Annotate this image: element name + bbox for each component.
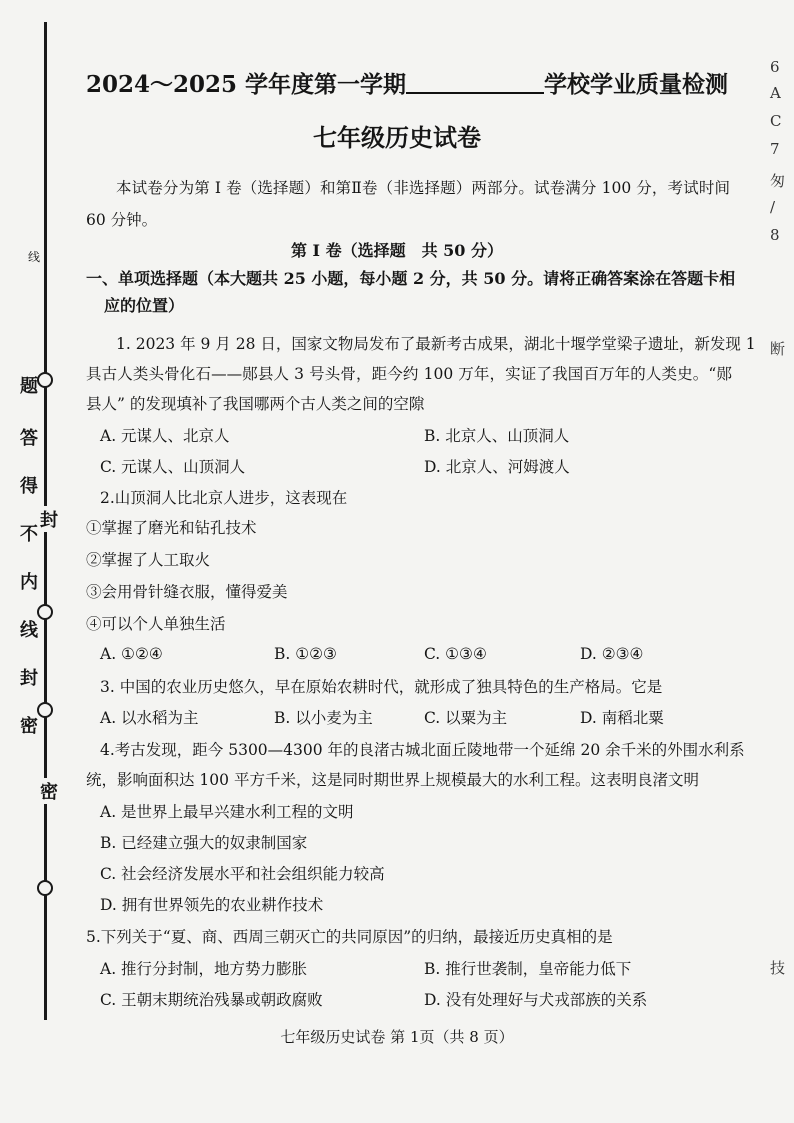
edge-mark: 断 (770, 340, 786, 358)
edge-mark: 6 (770, 58, 780, 76)
binding-seal-char: 密 (40, 778, 58, 804)
edge-mark: A (770, 84, 781, 102)
q3-option-c: C. 以粟为主 (424, 709, 508, 727)
binding-seal-char: 封 (40, 506, 58, 532)
exam-title-year: 2024～2025 学年度第一学期 (86, 71, 407, 98)
q2-statement: ③会用骨针缝衣服，懂得爱美 (86, 583, 288, 601)
q1-stem: 1. 2023 年 9 月 28 日，国家文物局发布了最新考古成果，湖北十堰学堂梁子遗址，新发现 1 (116, 335, 756, 353)
binding-char: 内 (20, 572, 38, 593)
q5-option-d: D. 没有处理好与犬戎部族的关系 (424, 991, 648, 1009)
q4-stem: 统，影响面积达 100 平方千米，这是同时期世界上规模最大的水利工程。这表明良渚文明 (86, 771, 699, 789)
binding-char: 得 (20, 476, 38, 497)
q2-stem: 2.山顶洞人比北京人进步，这表现在 (100, 489, 348, 507)
q3-option-a: A. 以水稻为主 (100, 709, 199, 727)
binding-hole (37, 880, 53, 896)
intro-line: 本试卷分为第 I 卷（选择题）和第Ⅱ卷（非选择题）两部分。试卷满分 100 分，考试时间 (116, 179, 730, 197)
section-instruction: 一、单项选择题（本大题共 25 小题，每小题 2 分，共 50 分。请将正确答案涂在答题卡相 (86, 269, 736, 288)
q2-option-d: D. ②③④ (580, 645, 644, 663)
q1-option-b: B. 北京人、山顶洞人 (424, 427, 570, 445)
q4-option-d: D. 拥有世界领先的农业耕作技术 (100, 896, 324, 914)
q2-statement: ①掌握了磨光和钻孔技术 (86, 519, 257, 537)
binding-hole (37, 372, 53, 388)
binding-char: 不 (20, 524, 38, 545)
q5-option-c: C. 王朝末期统治残暴或朝政腐败 (100, 991, 323, 1009)
q4-option-a: A. 是世界上最早兴建水利工程的文明 (100, 803, 354, 821)
exam-title (86, 66, 729, 99)
q2-option-c: C. ①③④ (424, 645, 487, 663)
binding-char: 线 (20, 620, 38, 641)
binding-char: 密 (20, 716, 38, 737)
q3-stem: 3. 中国的农业历史悠久，早在原始农耕时代，就形成了独具特色的生产格局。它是 (100, 678, 663, 696)
q4-option-b: B. 已经建立强大的奴隶制国家 (100, 834, 308, 852)
q1-option-c: C. 元谋人、山顶洞人 (100, 458, 246, 476)
edge-mark: 匆 (770, 172, 786, 190)
exam-title-school: 学校学业质量检测 (544, 71, 729, 98)
binding-hole (37, 604, 53, 620)
edge-mark: / (770, 198, 776, 216)
binding-hole (37, 702, 53, 718)
section-instruction: 应的位置） (104, 296, 185, 315)
q2-option-b: B. ①②③ (274, 645, 337, 663)
binding-char: 线 (28, 250, 41, 264)
q1-stem: 县人” 的发现填补了我国哪两个古人类之间的空隙 (86, 395, 425, 413)
q2-option-a: A. ①②④ (100, 645, 163, 663)
q2-statement: ④可以个人单独生活 (86, 615, 226, 633)
page-footer: 七年级历史试卷 第 1页（共 8 页） (280, 1028, 514, 1046)
q2-statement: ②掌握了人工取火 (86, 551, 211, 569)
q4-option-c: C. 社会经济发展水平和社会组织能力较高 (100, 865, 385, 883)
q1-option-a: A. 元谋人、北京人 (100, 427, 230, 445)
school-name-blank (406, 72, 544, 94)
exam-subtitle: 七年级历史试卷 (313, 123, 481, 152)
intro-line: 60 分钟。 (86, 211, 158, 229)
q1-stem: 具古人类头骨化石——郧县人 3 号头骨，距今约 100 万年，实证了我国百万年的人类史。“郧 (86, 365, 732, 383)
q1-option-d: D. 北京人、河姆渡人 (424, 458, 570, 476)
q3-option-b: B. 以小麦为主 (274, 709, 373, 727)
q5-option-b: B. 推行世袭制，皇帝能力低下 (424, 960, 632, 978)
q5-option-a: A. 推行分封制，地方势力膨胀 (100, 960, 308, 978)
section-heading: 第 I 卷（选择题 共 50 分） (290, 241, 504, 260)
binding-char: 封 (20, 668, 38, 689)
binding-char: 答 (20, 428, 38, 449)
binding-char: 题 (20, 376, 38, 397)
q5-stem: 5.下列关于“夏、商、西周三朝灭亡的共同原因”的归纳，最接近历史真相的是 (86, 928, 613, 946)
edge-mark: 7 (770, 140, 780, 158)
edge-mark: 技 (770, 959, 786, 977)
q3-option-d: D. 南稻北粟 (580, 709, 664, 727)
edge-mark: C (770, 112, 782, 130)
edge-mark: 8 (770, 226, 780, 244)
q4-stem: 4.考古发现，距今 5300—4300 年的良渚古城北面丘陵地带一个延绵 20 余千米的外围水利系 (100, 741, 745, 759)
